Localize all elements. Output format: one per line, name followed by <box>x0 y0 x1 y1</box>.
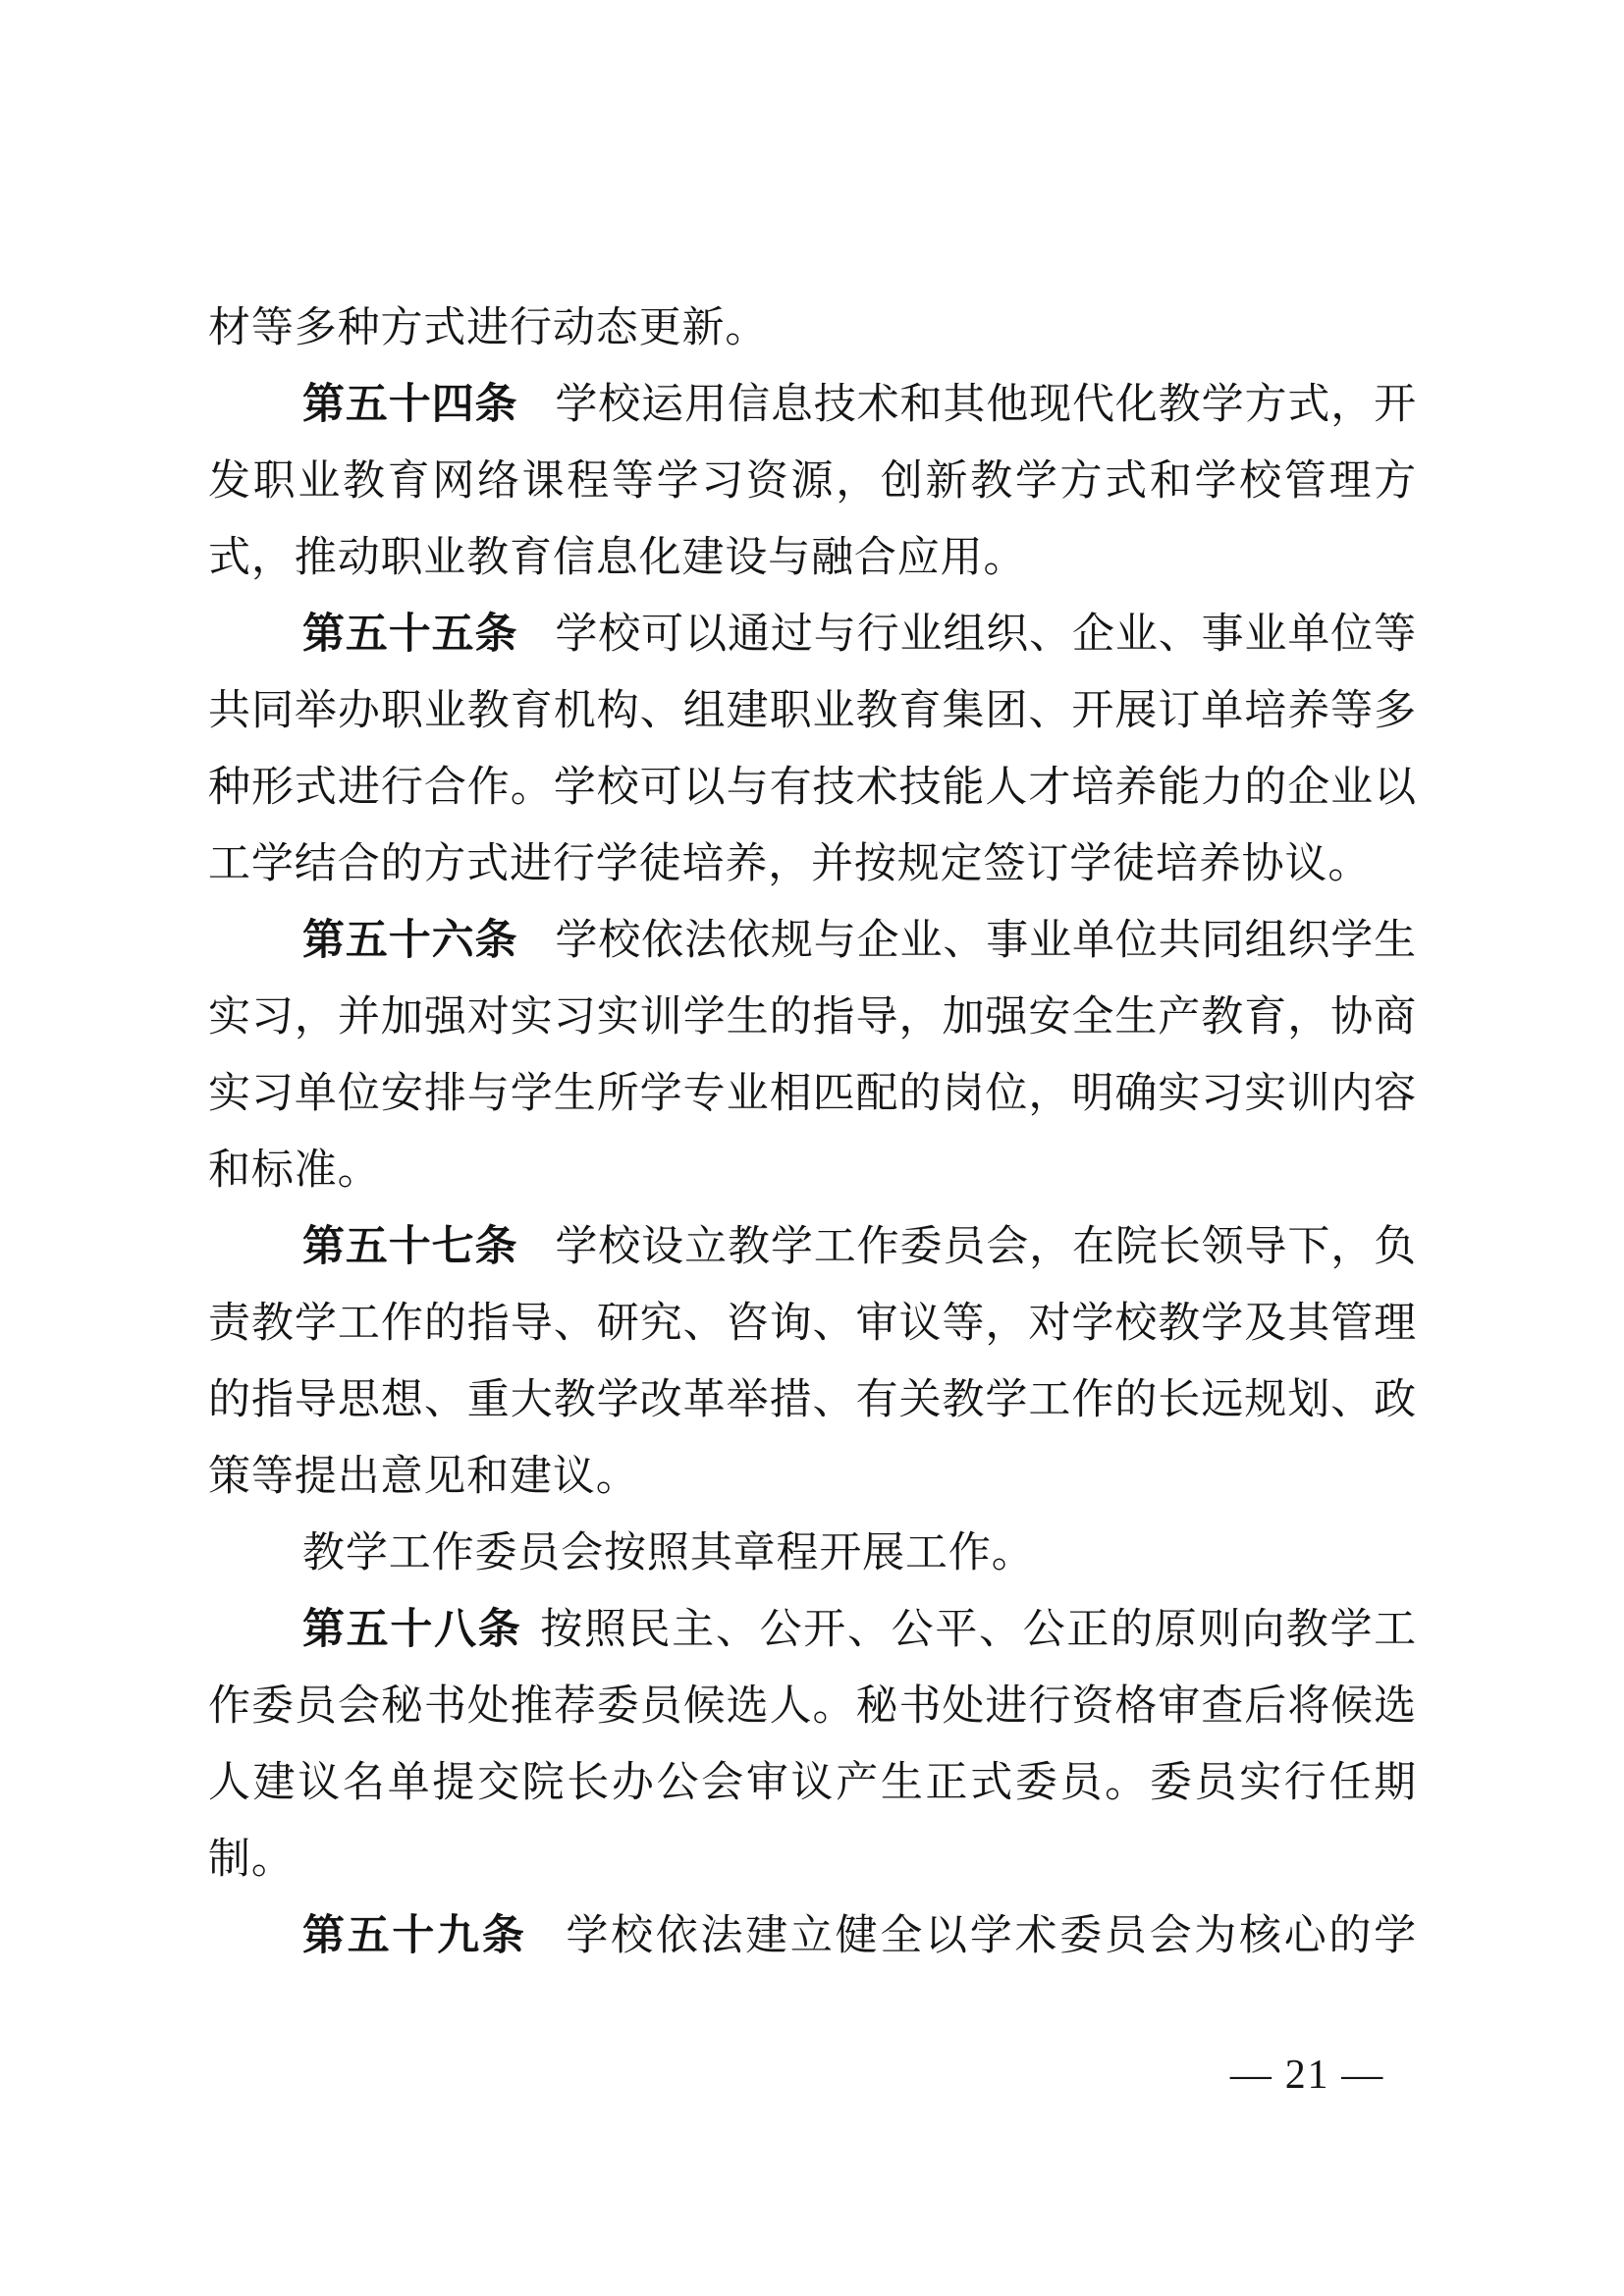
line-text: 学校依法依规与企业、事业单位共同组织学生 <box>555 918 1417 964</box>
line-text: 学校运用信息技术和其他现代化教学方式，开 <box>555 382 1417 428</box>
article-number: 第五十七条 <box>302 1224 518 1270</box>
text-line <box>208 903 1417 980</box>
line-text: 按照民主、公开、公平、公正的原则向教学工 <box>539 1607 1417 1653</box>
line-text: 种形式进行合作。学校可以与有技术技能人才培养能力的企业以 <box>208 765 1417 811</box>
text-line <box>208 444 1417 520</box>
line-text: 人建议名单提交院长办公会审议产生正式委员。委员实行任期 <box>208 1760 1417 1806</box>
article-number: 第五十九条 <box>302 1913 527 1959</box>
text-line <box>208 520 1417 597</box>
line-text: 材等多种方式进行动态更新。 <box>208 305 769 351</box>
line-text: 学校依法建立健全以学术委员会为核心的学 <box>564 1913 1417 1959</box>
line-text: 制。 <box>208 1837 295 1883</box>
text-line <box>208 827 1417 903</box>
text-line <box>208 1898 1417 1975</box>
text-line <box>208 1286 1417 1362</box>
text-line <box>208 291 1417 367</box>
line-text: 学校可以通过与行业组织、企业、事业单位等 <box>555 612 1417 658</box>
line-text: 的指导思想、重大教学改革举措、有关教学工作的长远规划、政 <box>208 1377 1417 1423</box>
line-text: 责教学工作的指导、研究、咨询、审议等，对学校教学及其管理 <box>208 1301 1417 1347</box>
line-text: 式，推动职业教育信息化建设与融合应用。 <box>208 535 1027 581</box>
text-line <box>208 1056 1417 1133</box>
text-line <box>208 1592 1417 1669</box>
article-number-gap <box>521 1642 539 1643</box>
line-text: 发职业教育网络课程等学习资源，创新教学方式和学校管理方 <box>208 458 1417 505</box>
line-text: 共同举办职业教育机构、组建职业教育集团、开展订单培养等多 <box>208 688 1417 734</box>
article-number: 第五十四条 <box>302 382 518 428</box>
article-number: 第五十五条 <box>302 612 518 658</box>
line-text: 学校设立教学工作委员会，在院长领导下，负 <box>555 1224 1417 1270</box>
text-line <box>208 597 1417 673</box>
text-line <box>208 750 1417 827</box>
line-text: 和标准。 <box>208 1148 381 1194</box>
article-number: 第五十八条 <box>302 1607 522 1653</box>
text-line <box>208 367 1417 444</box>
line-text: 实习单位安排与学生所学专业相匹配的岗位，明确实习实训内容 <box>208 1071 1417 1117</box>
article-number-gap <box>517 417 555 418</box>
text-line <box>208 1516 1417 1592</box>
article-number-gap <box>517 647 555 648</box>
text-line <box>208 1669 1417 1745</box>
text-line <box>208 673 1417 750</box>
text-line <box>208 1745 1417 1822</box>
text-line <box>208 980 1417 1056</box>
article-number: 第五十六条 <box>302 918 518 964</box>
line-text: 实习，并加强对实习实训学生的指导，加强安全生产教育，协商 <box>208 994 1417 1041</box>
line-text: 策等提出意见和建议。 <box>208 1454 639 1500</box>
text-line <box>208 1209 1417 1286</box>
page-number: — 21 — <box>1229 2053 1384 2098</box>
article-number-gap <box>517 953 555 954</box>
line-text: 作委员会秘书处推荐委员候选人。秘书处进行资格审查后将候选 <box>208 1683 1417 1730</box>
article-number-gap <box>517 1259 555 1260</box>
line-text: 工学结合的方式进行学徒培养，并按规定签订学徒培养协议。 <box>208 841 1372 887</box>
text-line <box>208 1362 1417 1439</box>
line-text: 教学工作委员会按照其章程开展工作。 <box>302 1530 1035 1576</box>
text-line <box>208 1439 1417 1516</box>
body-text <box>208 291 1417 1975</box>
text-line <box>208 1133 1417 1209</box>
text-line <box>208 1822 1417 1898</box>
